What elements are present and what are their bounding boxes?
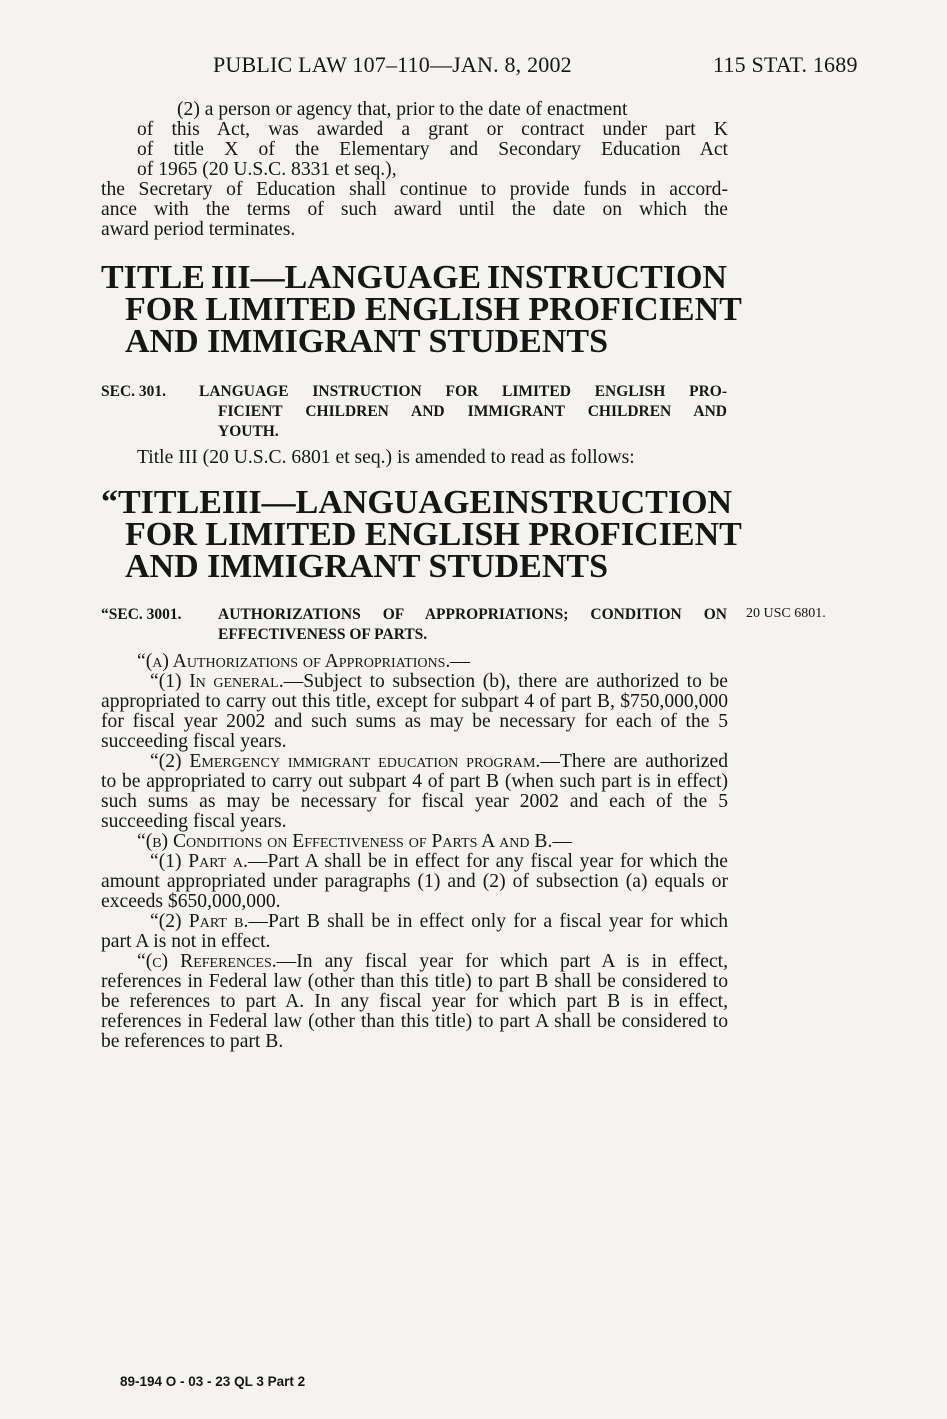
- printer-footer: 89-194 O - 03 - 23 QL 3 Part 2: [120, 1374, 306, 1389]
- paragraph-text: —Subject to subsection (b), there are authorized to be appropriated to carry out this title, except for subpart 4 of part B, $750,000,000 for fiscal year 2002 and such sums as may be necessary for each of the 5 succeeding fiscal years.: [101, 671, 728, 752]
- intro-closing-line: ance with the terms of such award until the date on which the: [101, 199, 728, 220]
- paragraph-text: —In any fiscal year for which part A is in effect, references in Federal law (other than this title) to part B shall be considered to be references to part A. In any fiscal year for which part B is in effect, references in Federal law (other than this title) to part A shall be considered to be references to part B.: [101, 951, 728, 1052]
- running-header-law: PUBLIC LAW 107–110—JAN. 8, 2002: [213, 52, 572, 77]
- paragraph-text: —There are authorized to be appropriated to carry out subpart 4 of part B (when such part is in effect) such sums as may be necessary for fiscal year 2002 and each of the 5 succeeding fiscal years.: [101, 751, 728, 832]
- section-301-heading: [101, 382, 727, 442]
- paragraph-a1: [101, 672, 728, 752]
- paragraph-text: —Part A shall be in effect for any fiscal year for which the amount appropriated under paragraphs (1) and (2) of subsection (a) equals or exceeds $650,000,000.: [101, 851, 728, 912]
- subsection-c: [101, 952, 728, 1052]
- amendment-text: [101, 448, 728, 468]
- intro-item-2: [101, 100, 728, 240]
- paragraph-lead: “(c) References.: [137, 951, 277, 972]
- intro-closing-line: the Secretary of Education shall continue to provide funds in accord-: [101, 179, 728, 200]
- section-title-line: LANGUAGE INSTRUCTION FOR LIMITED ENGLISH PRO-: [199, 383, 727, 400]
- title-word: TITLE: [101, 259, 205, 296]
- title-line: FOR LIMITED ENGLISH PROFICIENT: [125, 291, 742, 328]
- title-heading: [101, 259, 742, 360]
- intro-line: of 1965 (20 U.S.C. 8331 et seq.),: [137, 159, 397, 180]
- section-number: SEC. 301.: [101, 383, 167, 400]
- section-3001-body: [101, 652, 728, 1052]
- usc-margin-note: 20 USC 6801.: [746, 606, 826, 621]
- title-line: FOR LIMITED ENGLISH PROFICIENT: [125, 516, 742, 553]
- paragraph-text: —Part B shall be in effect only for a fiscal year for which part A is not in effect.: [101, 911, 728, 952]
- intro-line: of this Act, was awarded a grant or contract under part K: [137, 119, 728, 140]
- section-3001-heading: [101, 605, 727, 645]
- amendment-line: Title III (20 U.S.C. 6801 et seq.) is amended to read as follows:: [137, 447, 635, 468]
- title-word: III—LANGUAGE: [221, 484, 493, 521]
- title-line: AND IMMIGRANT STUDENTS: [125, 323, 608, 360]
- title-word: INSTRUCTION: [492, 484, 733, 521]
- quoted-title-heading: [101, 484, 742, 585]
- title-word: “TITLE: [101, 484, 222, 521]
- title-word: III—LANGUAGE: [210, 259, 482, 296]
- section-title-line: FICIENT CHILDREN AND IMMIGRANT CHILDREN AND: [218, 403, 727, 420]
- title-line: AND IMMIGRANT STUDENTS: [125, 548, 608, 585]
- running-header-page: 115 STAT. 1689: [713, 52, 858, 77]
- paragraph-lead: “(2) Emergency immigrant education program.: [150, 751, 541, 772]
- subsection-a-heading: “(a) Authorizations of Appropriations.—: [137, 651, 470, 672]
- paragraph-a2: [101, 752, 728, 832]
- section-title-line: AUTHORIZATIONS OF APPROPRIATIONS; CONDITION ON: [218, 606, 727, 623]
- paragraph-lead: “(2) Part b.: [150, 911, 249, 932]
- paragraph-b1: [101, 852, 728, 912]
- paragraph-lead: “(1) Part a.: [150, 851, 248, 872]
- paragraph-b2: [101, 912, 728, 952]
- subsection-b-heading: “(b) Conditions on Effectiveness of Parts A and B.—: [137, 831, 572, 852]
- section-title-line: YOUTH.: [218, 423, 279, 440]
- title-word: INSTRUCTION: [487, 259, 727, 296]
- paragraph-lead: “(1) In general.: [150, 671, 284, 692]
- section-title-line: EFFECTIVENESS OF PARTS.: [218, 626, 428, 643]
- section-number: “SEC. 3001.: [101, 606, 182, 623]
- intro-closing-line: award period terminates.: [101, 219, 296, 240]
- intro-line: of title X of the Elementary and Secondary Education Act: [137, 139, 728, 160]
- intro-line: (2) a person or agency that, prior to the date of enactment: [177, 99, 628, 120]
